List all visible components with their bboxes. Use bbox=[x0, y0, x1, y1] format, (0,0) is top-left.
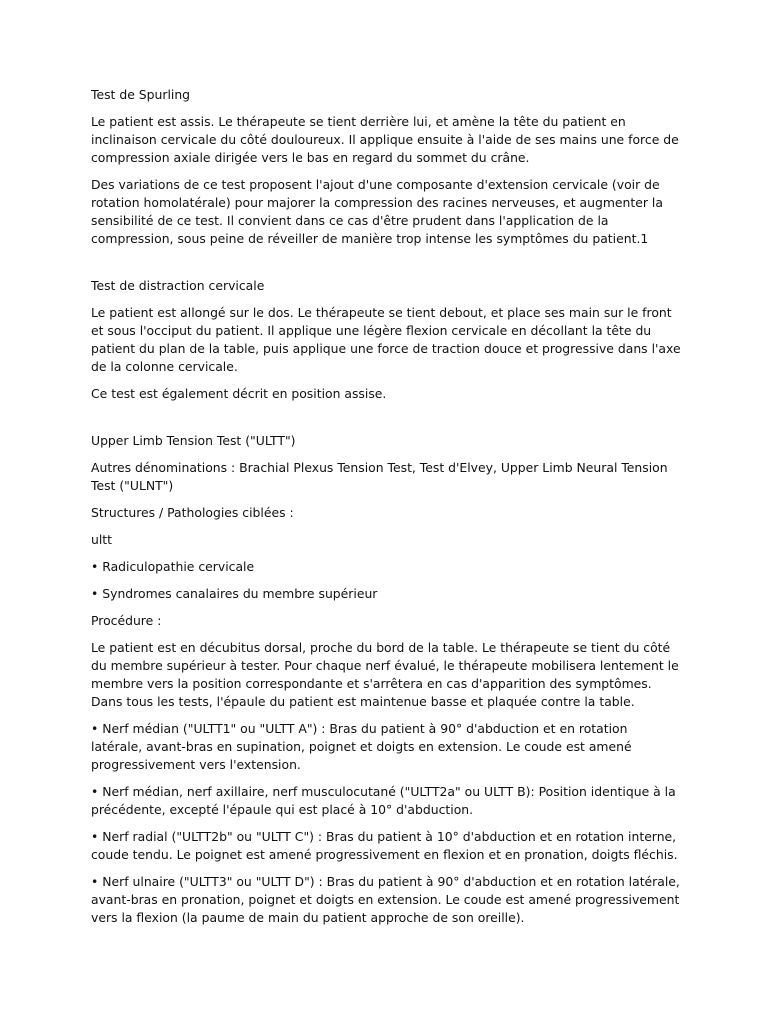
document-page bbox=[91, 86, 681, 936]
paragraph: Le patient est assis. Le thérapeute se tient derrière lui, et amène la tête du patient en inclinaison cervicale du côté douloureux. Il applique ensuite à l'aide de ses mains une force de compression axiale dirigée vers le bas en regard du sommet du crâne. bbox=[91, 114, 679, 165]
paragraph: Structures / Pathologies ciblées : bbox=[91, 505, 294, 520]
paragraph: Procédure : bbox=[91, 613, 162, 628]
paragraph: Le patient est en décubitus dorsal, proche du bord de la table. Le thérapeute se tient du côté du membre supérieur à tester. Pour chaque nerf évalué, le thérapeute mobilisera lentement le membre vers la position correspondante et s'arrêtera en cas d'apparition des symptômes. Dans tous les tests, l'épaule du patient est maintenue basse et plaquée contre la table. bbox=[91, 640, 679, 709]
bullet-item: • Syndromes canalaires du membre supérieur bbox=[91, 586, 378, 601]
paragraph: Des variations de ce test proposent l'ajout d'une composante d'extension cervicale (voir de rotation homolatérale) pour majorer la compression des racines nerveuses, et augmenter la sensibilité de ce test. Il convient dans ce cas d'être prudent dans l'application de la compression, sous peine de réveiller de manière trop intense les symptômes du patient.1 bbox=[91, 177, 663, 246]
bullet-item: • Nerf radial ("ULTT2b" ou "ULTT C") : Bras du patient à 10° d'abduction et en rotation interne, coude tendu. Le poignet est amené progressivement en flexion et en pronation, doigts fléchis. bbox=[91, 829, 678, 862]
bullet-item: • Nerf médian ("ULTT1" ou "ULTT A") : Bras du patient à 90° d'abduction et en rotation latérale, avant-bras en supination, poignet et doigts en extension. Le coude est amené progressivement vers l'extension. bbox=[91, 721, 632, 772]
bullet-item: • Nerf ulnaire ("ULTT3" ou "ULTT D") : Bras du patient à 90° d'abduction et en rotation latérale, avant-bras en pronation, poignet et doigts en extension. Le coude est amené progressivement vers la flexion (la paume de main du patient approche de son oreille). bbox=[91, 874, 680, 925]
paragraph: Autres dénominations : Brachial Plexus Tension Test, Test d'Elvey, Upper Limb Neural Tension Test ("ULNT") bbox=[91, 460, 668, 493]
section-title-spurling: Test de Spurling bbox=[91, 87, 191, 102]
paragraph: ultt bbox=[91, 532, 113, 547]
paragraph: Ce test est également décrit en position assise. bbox=[91, 386, 387, 401]
bullet-item: • Nerf médian, nerf axillaire, nerf musculocutané ("ULTT2a" ou ULTT B): Position identique à la précédente, excepté l'épaule qui est placé à 10° d'abduction. bbox=[91, 784, 676, 817]
section-spacer bbox=[91, 412, 681, 432]
section-title-distraction: Test de distraction cervicale bbox=[91, 278, 265, 293]
section-title-ultt: Upper Limb Tension Test ("ULTT") bbox=[91, 433, 296, 448]
bullet-item: • Radiculopathie cervicale bbox=[91, 559, 255, 574]
paragraph: Le patient est allongé sur le dos. Le thérapeute se tient debout, et place ses main sur le front et sous l'occiput du patient. Il applique une légère flexion cervicale en décollant la tête du patient du plan de la table, puis applique une force de traction douce et progressive dans l'axe de la colonne cervicale. bbox=[91, 305, 681, 374]
section-spacer bbox=[91, 257, 681, 277]
